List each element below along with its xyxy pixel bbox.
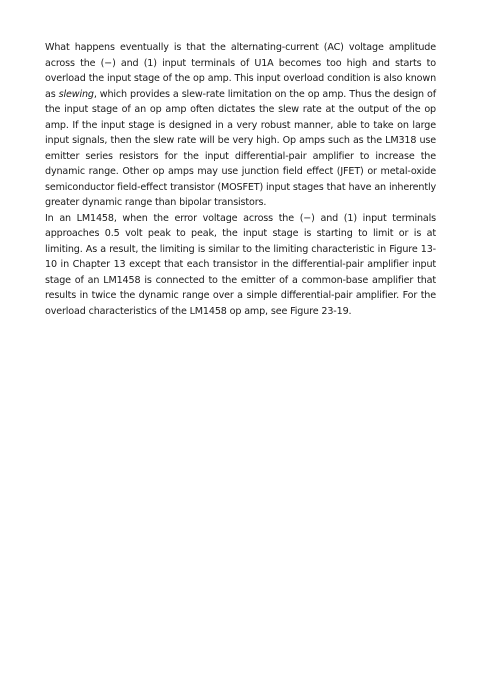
- emphasized-term: slewing: [58, 88, 94, 100]
- body-text: [45, 40, 436, 319]
- paragraph-lm1458: In an LM1458, when the error voltage across the (−) and (1) input terminals approaches 0.5 volt peak to peak, the input stage is starting to limit or is at limiting. As a result, the limiting is similar to the limiting characteristic in Figure 13-10 in Chapter 13 except that each transistor in the differential-pair amplifier input stage of an LM1458 is connected to the emitter of a common-base amplifier that results in twice the dynamic range over a simple differential-pair amplifier. For the overload characteristics of the LM1458 op amp, see Figure 23-19.: [45, 212, 436, 317]
- paragraph-slewing: [45, 40, 436, 211]
- paragraph-text: What happens eventually is that the alternating-current (AC) voltage amplitude across the (−) and (1) input terminals of U1A becomes too high and starts to overload the input stage of the op amp. This input overload condition is also known as: [45, 42, 436, 100]
- paragraph-text: , which provides a slew-rate limitation on the op amp. Thus the design of the input stage of an op amp often dictates the slew rate at the output of the op amp. If the input stage is designed in a very robust manner, able to take on large input signals, then the slew rate will be very high. Op amps such as the LM318 use emitter series resistors for the input differential-pair amplifier to increase the dynamic range. Other op amps may use junction field effect (JFET) or metal-oxide semiconductor field-effect transistor (MOSFET) input stages that have an inherently greater dynamic range than bipolar transistors.: [45, 88, 436, 208]
